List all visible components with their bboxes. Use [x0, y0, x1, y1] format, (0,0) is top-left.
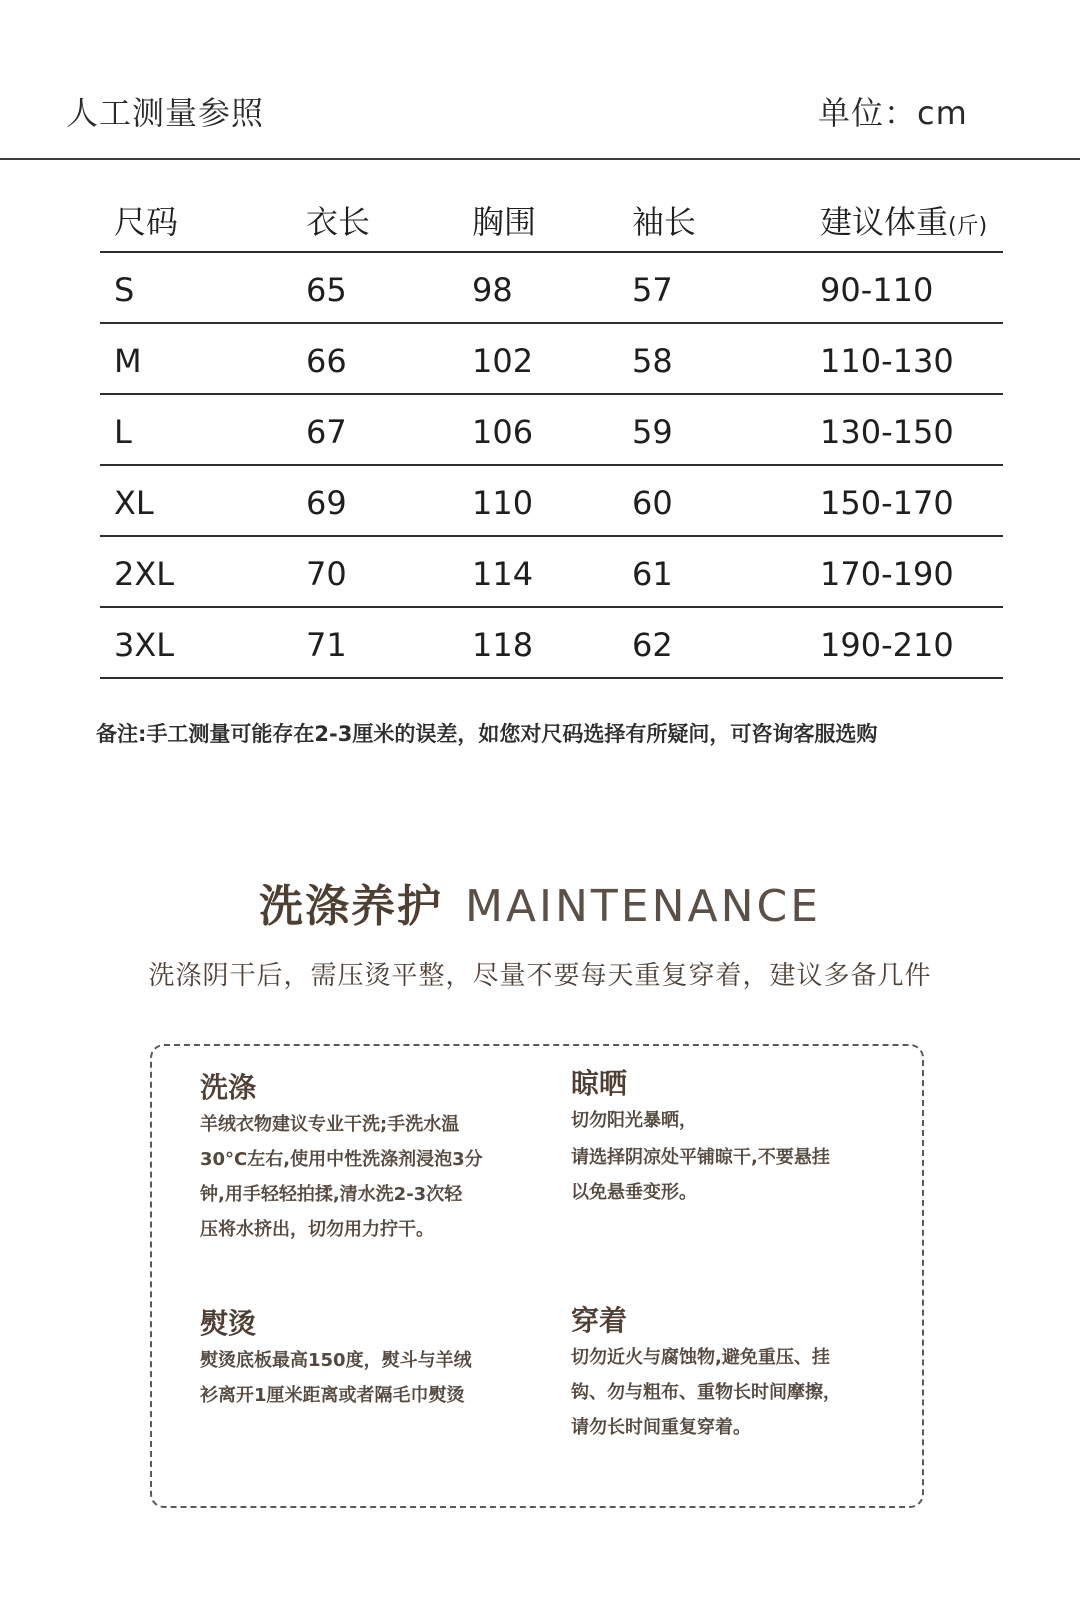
table-row	[100, 394, 1003, 465]
iron-title: 熨烫	[200, 1307, 257, 1340]
table-row	[100, 465, 1003, 536]
column-header-weight	[806, 188, 1003, 252]
cell-weight: 130-150	[806, 394, 1003, 465]
wear-title: 穿着	[571, 1304, 628, 1337]
cell-chest: 98	[458, 252, 618, 323]
dry-title: 晾晒	[571, 1067, 628, 1100]
header-divider	[0, 158, 1080, 160]
cell-sleeve: 58	[618, 323, 806, 394]
wash-line: 30°C左右,使用中性洗涤剂浸泡3分	[200, 1149, 483, 1170]
wash-line: 钟,用手轻轻拍揉,清水洗2-3次轻	[200, 1184, 463, 1205]
dry-line: 请选择阴凉处平铺晾干,不要悬挂	[571, 1147, 830, 1168]
care-title-cn: 洗涤养护	[258, 881, 443, 932]
cell-size: S	[100, 252, 292, 323]
cell-weight: 150-170	[806, 465, 1003, 536]
table-row	[100, 252, 1003, 323]
cell-length: 70	[292, 536, 458, 607]
size-table	[100, 188, 1003, 679]
care-heading	[0, 870, 1080, 934]
cell-sleeve: 62	[618, 607, 806, 678]
cell-size: L	[100, 394, 292, 465]
column-header-length: 衣长	[292, 188, 458, 252]
unit-label: 单位：cm	[818, 94, 968, 132]
cell-length: 71	[292, 607, 458, 678]
weight-header-label: 建议体重	[820, 202, 949, 241]
table-row	[100, 323, 1003, 394]
iron-line: 熨烫底板最高150度，熨斗与羊绒	[200, 1350, 472, 1371]
cell-chest: 114	[458, 536, 618, 607]
care-title-en: MAINTENANCE	[464, 881, 822, 932]
cell-length: 65	[292, 252, 458, 323]
cell-chest: 106	[458, 394, 618, 465]
column-header-chest: 胸围	[458, 188, 618, 252]
cell-size: M	[100, 323, 292, 394]
wear-line: 切勿近火与腐蚀物,避免重压、挂	[571, 1347, 830, 1368]
cell-length: 67	[292, 394, 458, 465]
page-title: 人工测量参照	[66, 94, 265, 132]
cell-sleeve: 60	[618, 465, 806, 536]
cell-weight: 110-130	[806, 323, 1003, 394]
dry-line: 以免悬垂变形。	[571, 1182, 697, 1203]
table-row	[100, 536, 1003, 607]
care-subtitle: 洗涤阴干后，需压烫平整，尽量不要每天重复穿着，建议多备几件	[148, 961, 932, 991]
column-header-sleeve: 袖长	[618, 188, 806, 252]
iron-line: 衫离开1厘米距离或者隔毛巾熨烫	[200, 1385, 465, 1406]
wear-line: 钩、勿与粗布、重物长时间摩擦，	[571, 1382, 841, 1403]
table-header-row	[100, 188, 1003, 252]
cell-chest: 102	[458, 323, 618, 394]
cell-length: 66	[292, 323, 458, 394]
cell-chest: 110	[458, 465, 618, 536]
cell-chest: 118	[458, 607, 618, 678]
wash-line: 羊绒衣物建议专业干洗;手洗水温	[200, 1114, 460, 1135]
care-instructions-box	[150, 1044, 924, 1508]
cell-length: 69	[292, 465, 458, 536]
cell-weight: 90-110	[806, 252, 1003, 323]
cell-size: 2XL	[100, 536, 292, 607]
cell-size: 3XL	[100, 607, 292, 678]
cell-weight: 170-190	[806, 536, 1003, 607]
table-row	[100, 607, 1003, 678]
column-header-size: 尺码	[100, 188, 292, 252]
dry-line: 切勿阳光暴晒，	[571, 1110, 697, 1131]
wash-title: 洗涤	[200, 1071, 257, 1104]
cell-sleeve: 57	[618, 252, 806, 323]
wear-line: 请勿长时间重复穿着。	[571, 1417, 751, 1438]
measurement-note: 备注:手工测量可能存在2-3厘米的误差，如您对尺码选择有所疑问，可咨询客服选购	[96, 722, 878, 746]
weight-unit-label: (斤)	[948, 213, 988, 239]
cell-size: XL	[100, 465, 292, 536]
cell-sleeve: 61	[618, 536, 806, 607]
cell-weight: 190-210	[806, 607, 1003, 678]
cell-sleeve: 59	[618, 394, 806, 465]
wash-line: 压将水挤出，切勿用力拧干。	[200, 1219, 434, 1240]
